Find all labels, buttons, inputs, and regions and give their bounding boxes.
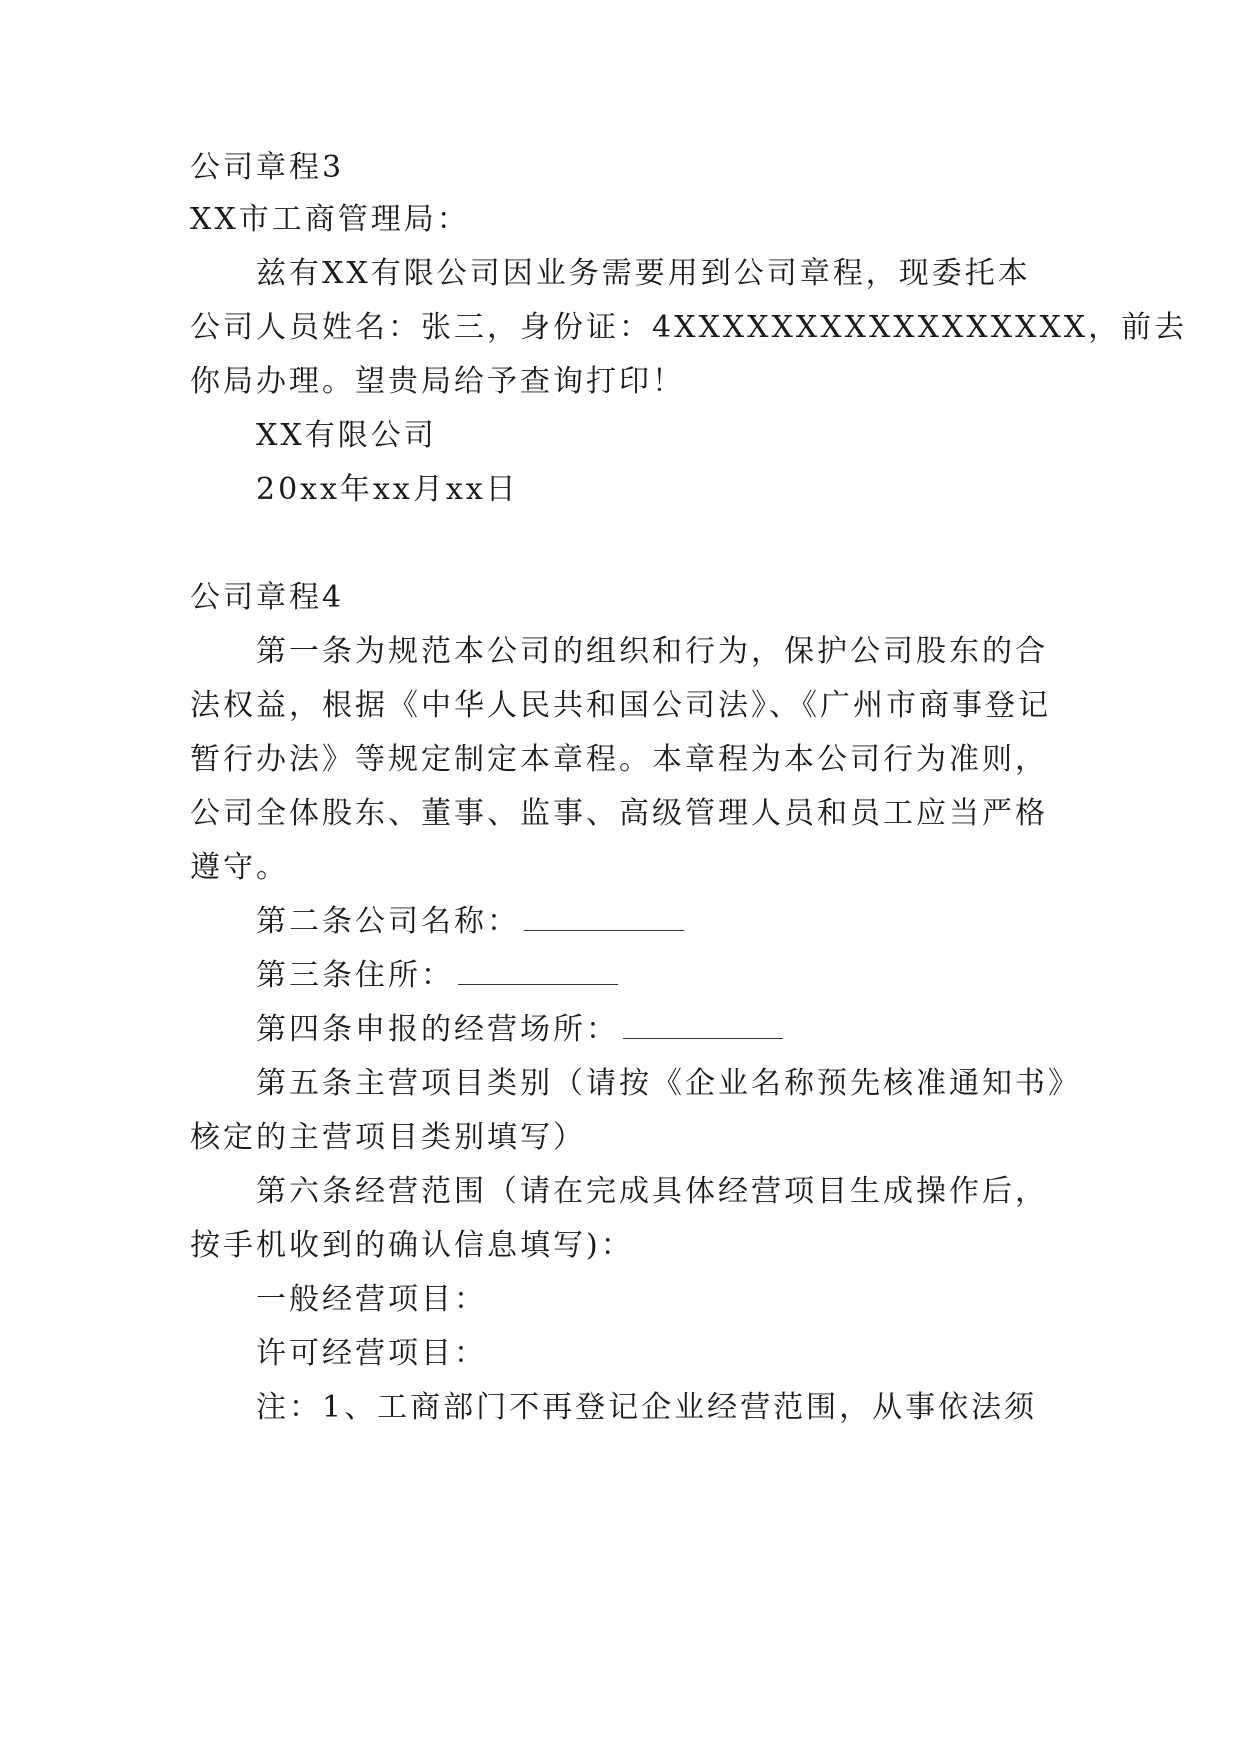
article2 xyxy=(256,902,684,942)
article6-line-2: 按手机收到的确认信息填写)： xyxy=(190,1228,634,1263)
addressee: XX市工商管理局： xyxy=(190,202,470,237)
company-name-blank xyxy=(524,902,684,931)
signature-date: 20xx年xx月xx日 xyxy=(256,472,519,507)
article1-line-5: 遵守。 xyxy=(190,850,289,885)
article1-line-3: 暂行办法》等规定制定本章程。本章程为本公司行为准则， xyxy=(190,742,1048,777)
article5-line-2: 核定的主营项目类别填写） xyxy=(190,1120,586,1155)
licensed-items-label: 许可经营项目： xyxy=(256,1336,487,1371)
article1-line-1: 第一条为规范本公司的组织和行为，保护公司股东的合 xyxy=(256,634,1048,669)
article1-line-2: 法权益，根据《中华人民共和国公司法》、《广州市商事登记 xyxy=(190,688,1051,723)
section-title-4: 公司章程4 xyxy=(190,580,345,615)
article3-label: 第三条住所： xyxy=(256,958,454,993)
section-title-3: 公司章程3 xyxy=(190,150,345,185)
note-line: 注：1、工商部门不再登记企业经营范围，从事依法须 xyxy=(256,1390,1038,1425)
article5-line-1: 第五条主营项目类别（请按《企业名称预先核准通知书》 xyxy=(256,1066,1081,1101)
article4-label: 第四条申报的经营场所： xyxy=(256,1012,619,1047)
article3 xyxy=(256,956,618,996)
article2-label: 第二条公司名称： xyxy=(256,904,520,939)
article4 xyxy=(256,1010,783,1050)
address-blank xyxy=(458,956,618,985)
signature-company: XX有限公司 xyxy=(256,418,437,453)
article6-line-1: 第六条经营范围（请在完成具体经营项目生成操作后， xyxy=(256,1174,1048,1209)
business-premises-blank xyxy=(623,1010,783,1039)
article1-line-4: 公司全体股东、董事、监事、高级管理人员和员工应当严格 xyxy=(190,796,1048,831)
body-line-2: 公司人员姓名：张三，身份证：4XXXXXXXXXXXXXXXXX，前去 xyxy=(190,310,1188,345)
body-line-1: 兹有XX有限公司因业务需要用到公司章程，现委托本 xyxy=(256,256,1031,291)
body-line-3: 你局办理。望贵局给予查询打印！ xyxy=(190,364,685,399)
general-items-label: 一般经营项目： xyxy=(256,1282,487,1317)
